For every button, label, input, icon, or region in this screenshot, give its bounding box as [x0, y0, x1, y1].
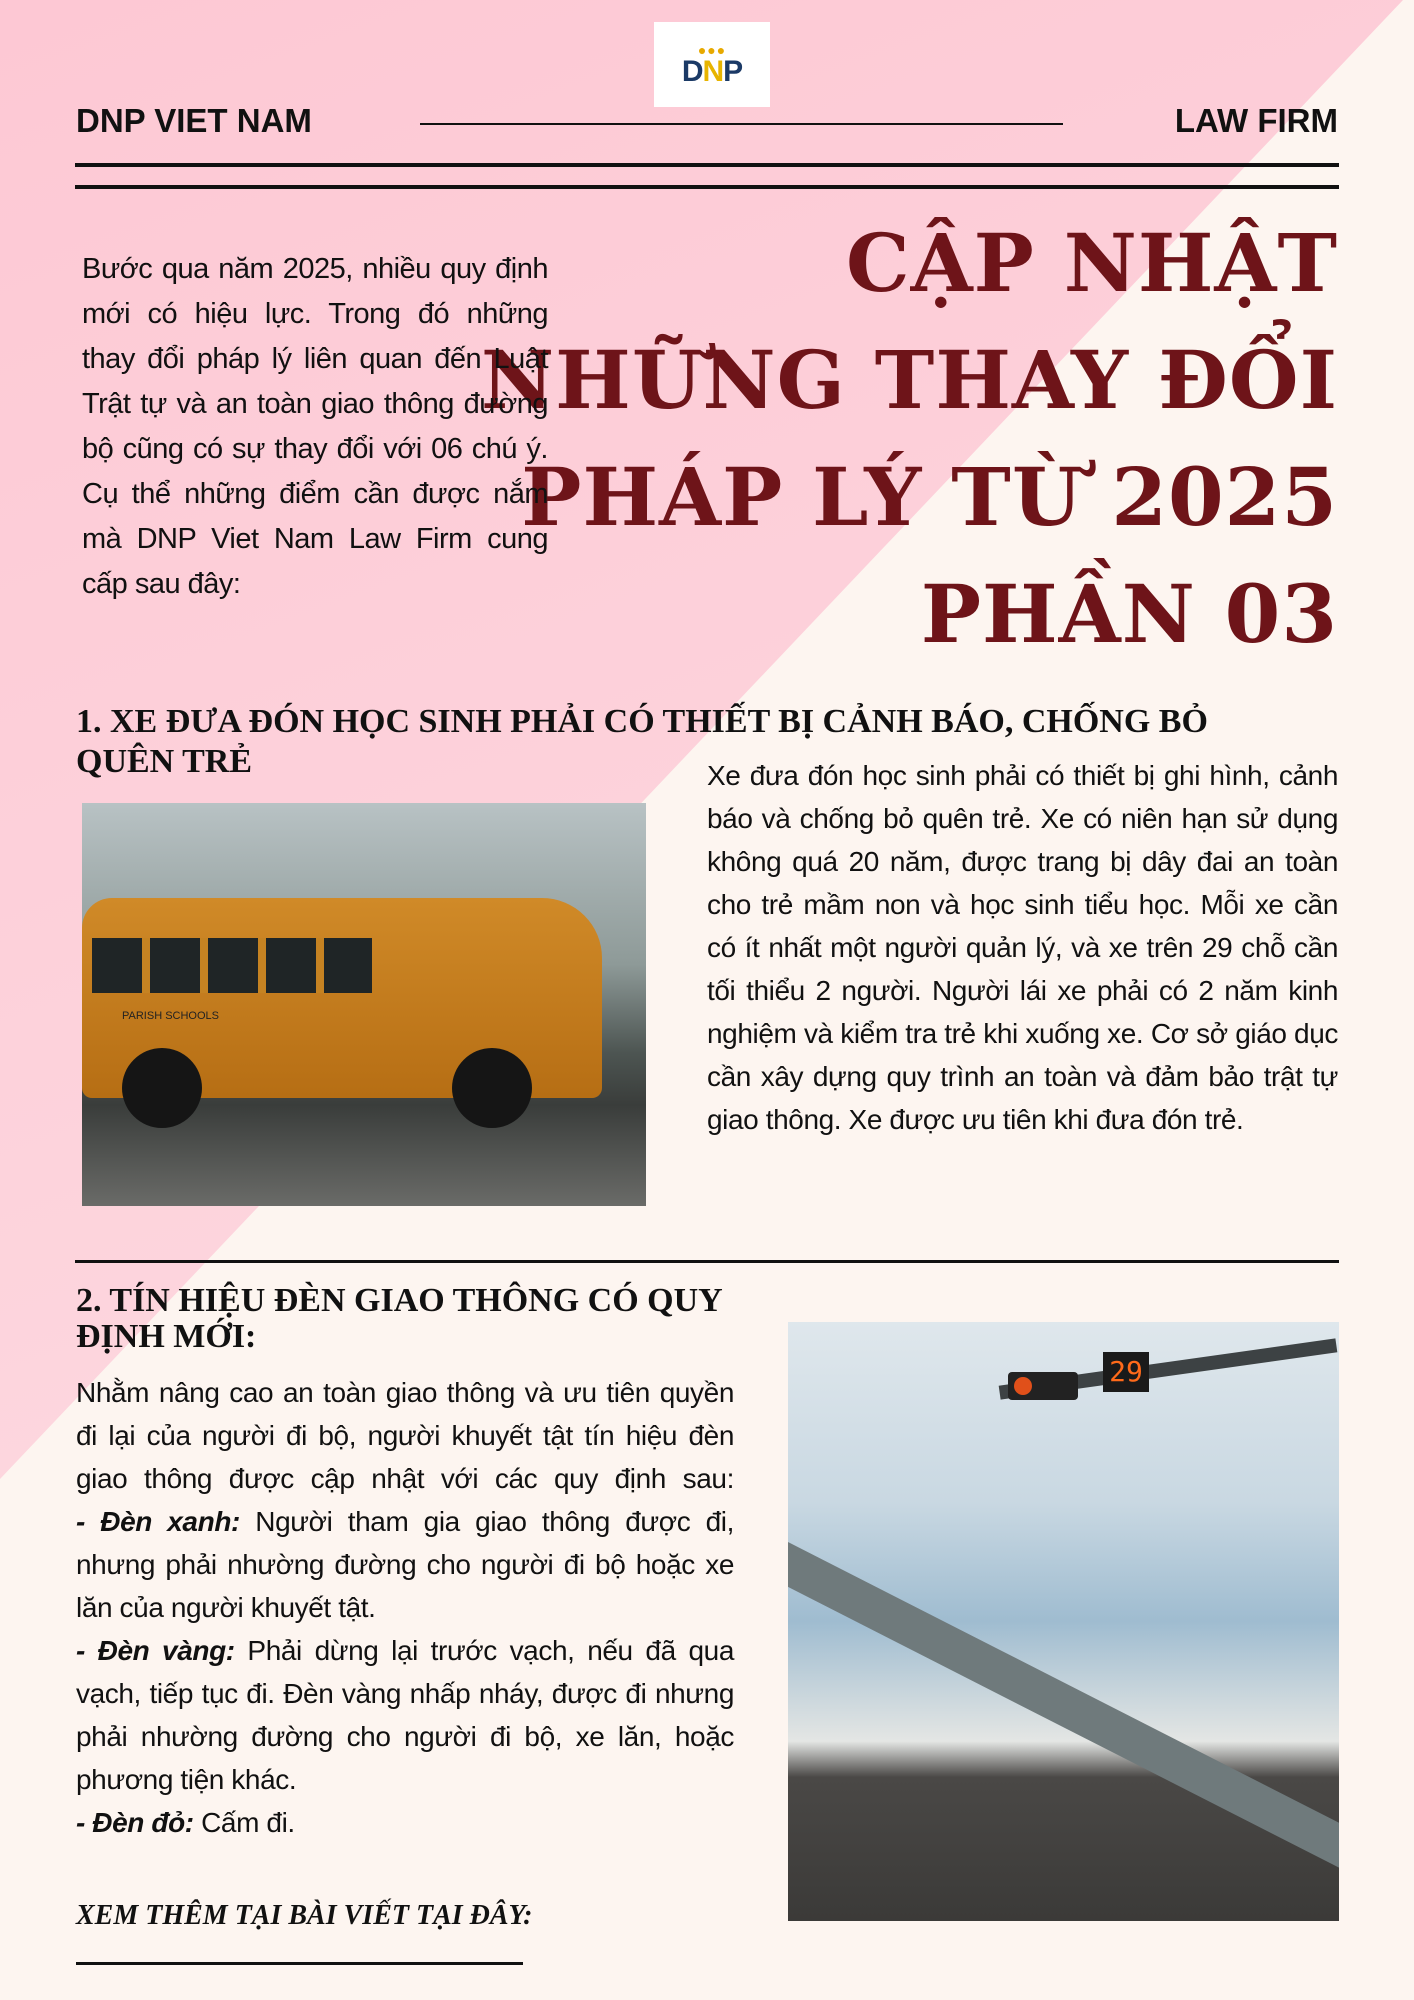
- item-label: - Đèn vàng:: [76, 1635, 235, 1666]
- item-label: - Đèn đỏ:: [76, 1807, 194, 1838]
- logo-text: DNP: [681, 54, 743, 88]
- school-bus-image: [82, 803, 646, 1206]
- header-thin-rule: [420, 123, 1063, 125]
- title-line: NHỮNG THAY ĐỔI: [481, 333, 1338, 427]
- section2-heading: 2. TÍN HIỆU ĐÈN GIAO THÔNG CÓ QUY ĐỊNH MỚI:: [76, 1282, 722, 1355]
- yellow-light-item: [76, 1629, 734, 1801]
- section1-body: Xe đưa đón học sinh phải có thiết bị ghi hình, cảnh báo và chống bỏ quên trẻ. Xe có niên hạn sử dụng không quá 20 năm, được trang bị dây đai an toàn cho trẻ mầm non và học sinh tiểu học. Mỗi xe cần có ít nhất một người quản lý, và xe trên 29 chỗ cần tối thiểu 2 người. Người lái xe phải có 2 năm kinh nghiệm và kiểm tra trẻ khi xuống xe. Cơ sở giáo dục cần xây dựng quy trình an toàn và đảm bảo trật tự giao thông. Xe được ưu tiên khi đưa đón trẻ.: [707, 760, 1338, 1135]
- logo-people-icon: ●●●: [697, 41, 727, 58]
- header-right: LAW FIRM: [1174, 102, 1338, 139]
- item-text: Phải dừng lại trước vạch, nếu đã qua vạch, tiếp tục đi. Đèn vàng nhấp nháy, được đi nhưng phải nhường đường cho người đi bộ, xe lăn, hoặc phương tiện khác.: [76, 1635, 734, 1795]
- traffic-light-icon: [1008, 1372, 1078, 1400]
- red-light-item: [76, 1801, 734, 1844]
- green-light-item: [76, 1500, 734, 1629]
- page-title: [481, 205, 1338, 673]
- bottom-rule: [76, 1962, 523, 1965]
- header-left: DNP VIET NAM: [76, 102, 312, 139]
- section-divider: [75, 1260, 1339, 1263]
- bus-label: PARISH SCHOOLS: [122, 1010, 219, 1022]
- intro-paragraph: Bước qua năm 2025, nhiều quy định mới có hiệu lực. Trong đó những thay đổi pháp lý liên quan đến Luật Trật tự và an toàn giao thông đường bộ cũng có sự thay đổi với 06 chú ý. Cụ thể những điểm cần được nắm mà DNP Viet Nam Law Firm cung cấp sau đây:: [82, 253, 548, 600]
- traffic-light-image: [788, 1322, 1339, 1921]
- dnp-logo: [654, 22, 770, 107]
- title-line: PHẦN 03: [920, 567, 1338, 661]
- section2-intro: Nhằm nâng cao an toàn giao thông và ưu tiên quyền đi lại của người đi bộ, người khuyết tật tín hiệu đèn giao thông được cập nhật với các quy định sau:: [76, 1377, 734, 1494]
- section2-body: [76, 1371, 734, 1844]
- item-text: Người tham gia giao thông được đi, nhưng phải nhường đường cho người đi bộ hoặc xe lăn của người khuyết tật.: [76, 1506, 734, 1623]
- header-rule-1: [75, 163, 1339, 167]
- title-line: CẬP NHẬT: [845, 216, 1338, 310]
- item-text: Cấm đi.: [193, 1807, 295, 1838]
- title-line: PHÁP LÝ TỪ 2025: [521, 450, 1338, 544]
- bus-shape: [82, 898, 602, 1098]
- read-more-link[interactable]: XEM THÊM TẠI BÀI VIẾT TẠI ĐÂY:: [76, 1900, 533, 1931]
- header-rule-2: [75, 185, 1339, 189]
- item-label: - Đèn xanh:: [76, 1506, 240, 1537]
- countdown-display: 29: [1103, 1352, 1149, 1392]
- section1-heading: 1. XE ĐƯA ĐÓN HỌC SINH PHẢI CÓ THIẾT BỊ CẢNH BÁO, CHỐNG BỎ QUÊN TRẺ: [76, 703, 1208, 780]
